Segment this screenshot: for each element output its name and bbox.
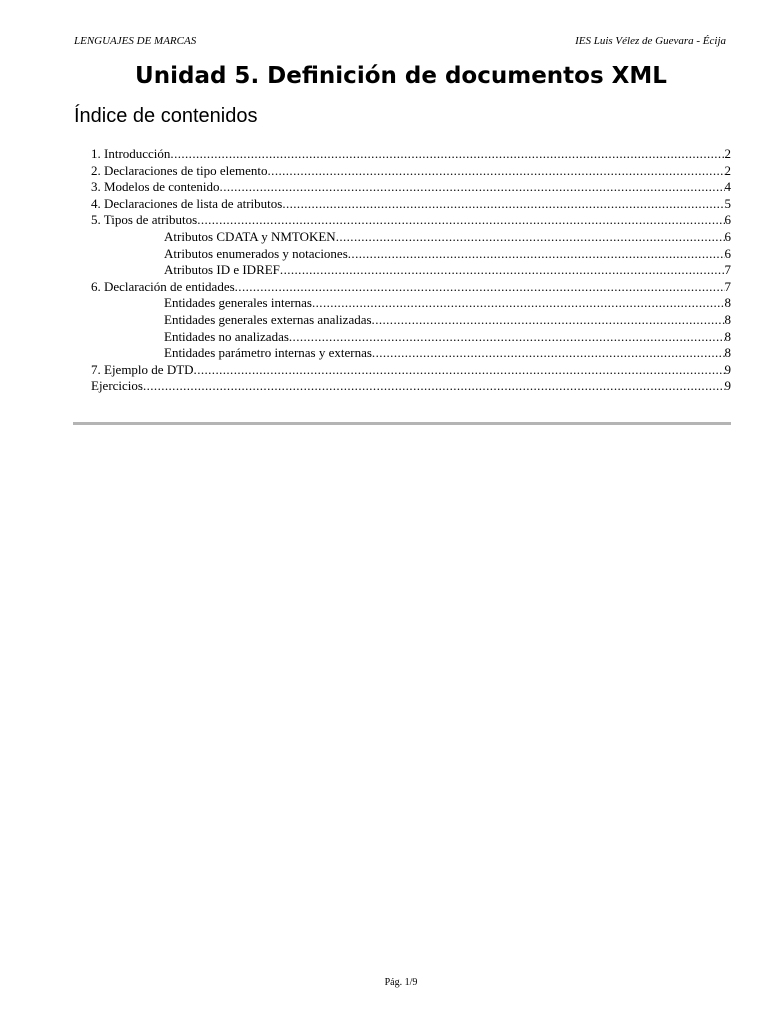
toc-entry-page: 8 <box>724 345 731 361</box>
toc-leader-dots <box>170 146 724 163</box>
toc-entry[interactable] <box>91 212 731 229</box>
toc-entry-label: Entidades generales externas analizadas <box>164 311 372 327</box>
toc-subentry[interactable] <box>91 229 731 246</box>
section-divider <box>73 422 731 425</box>
toc-entry-label: Atributos CDATA y NMTOKEN <box>164 228 336 244</box>
toc-entry-label: Entidades parámetro internas y externas <box>164 345 372 361</box>
toc-entry-page: 9 <box>724 378 731 394</box>
toc-entry-label: Atributos enumerados y notaciones <box>164 245 348 261</box>
toc-leader-dots <box>348 246 725 263</box>
toc-leader-dots <box>197 212 724 229</box>
toc-subentry[interactable] <box>91 246 731 263</box>
toc-entry-page: 7 <box>724 278 731 294</box>
toc-entry-label: 6. Declaración de entidades <box>91 278 235 294</box>
toc-entry[interactable] <box>91 179 731 196</box>
header-school-name: IES Luis Vélez de Guevara - Écija <box>575 35 726 47</box>
toc-entry[interactable] <box>91 163 731 180</box>
toc-entry-page: 6 <box>724 212 731 228</box>
toc-leader-dots <box>289 329 725 346</box>
page-header <box>74 35 726 47</box>
table-of-contents <box>91 146 731 395</box>
toc-entry-label: 5. Tipos de atributos <box>91 212 198 228</box>
toc-leader-dots <box>194 362 725 379</box>
header-course-name: LENGUAJES DE MARCAS <box>74 35 197 47</box>
toc-entry-page: 8 <box>724 328 731 344</box>
toc-entry-page: 8 <box>724 311 731 327</box>
toc-entry-label: 1. Introducción <box>91 146 171 161</box>
toc-entry[interactable] <box>91 146 731 163</box>
toc-entry-label: Ejercicios <box>91 378 143 394</box>
toc-subentry[interactable] <box>91 262 731 279</box>
toc-entry-label: 7. Ejemplo de DTD <box>91 361 194 377</box>
document-title: Unidad 5. Definición de documentos XML <box>135 63 667 89</box>
toc-entry[interactable] <box>91 362 731 379</box>
toc-leader-dots <box>312 295 725 312</box>
toc-leader-dots <box>220 179 725 196</box>
toc-subentry[interactable] <box>91 312 731 329</box>
toc-entry-page: 2 <box>724 162 731 178</box>
toc-entry[interactable] <box>91 196 731 213</box>
toc-entry[interactable] <box>91 279 731 296</box>
toc-subentry[interactable] <box>91 295 731 312</box>
toc-entry-page: 2 <box>724 146 731 161</box>
toc-entry-page: 4 <box>724 179 731 195</box>
toc-entry-page: 7 <box>724 262 731 278</box>
toc-entry-label: 2. Declaraciones de tipo elemento <box>91 162 268 178</box>
toc-entry-page: 8 <box>724 295 731 311</box>
toc-leader-dots <box>143 378 725 395</box>
page-footer: Pág. 1/9 <box>384 977 418 988</box>
toc-entry-page: 9 <box>724 361 731 377</box>
toc-entry-page: 5 <box>724 195 731 211</box>
toc-leader-dots <box>282 196 724 213</box>
toc-entry-label: Entidades generales internas <box>164 295 312 311</box>
toc-entry-page: 6 <box>724 245 731 261</box>
toc-leader-dots <box>268 163 725 180</box>
toc-leader-dots <box>372 345 725 362</box>
toc-leader-dots <box>336 229 725 246</box>
toc-entry-label: 4. Declaraciones de lista de atributos <box>91 195 283 211</box>
toc-entry-label: Entidades no analizadas <box>164 328 289 344</box>
toc-subentry[interactable] <box>91 345 731 362</box>
toc-subentry[interactable] <box>91 329 731 346</box>
toc-heading: Índice de contenidos <box>74 105 258 127</box>
toc-leader-dots <box>372 312 725 329</box>
toc-entry-page: 6 <box>724 228 731 244</box>
toc-entry[interactable] <box>91 378 731 395</box>
toc-leader-dots <box>235 279 725 296</box>
toc-entry-label: Atributos ID e IDREF <box>164 262 280 278</box>
toc-leader-dots <box>280 262 725 279</box>
toc-entry-label: 3. Modelos de contenido <box>91 179 220 195</box>
